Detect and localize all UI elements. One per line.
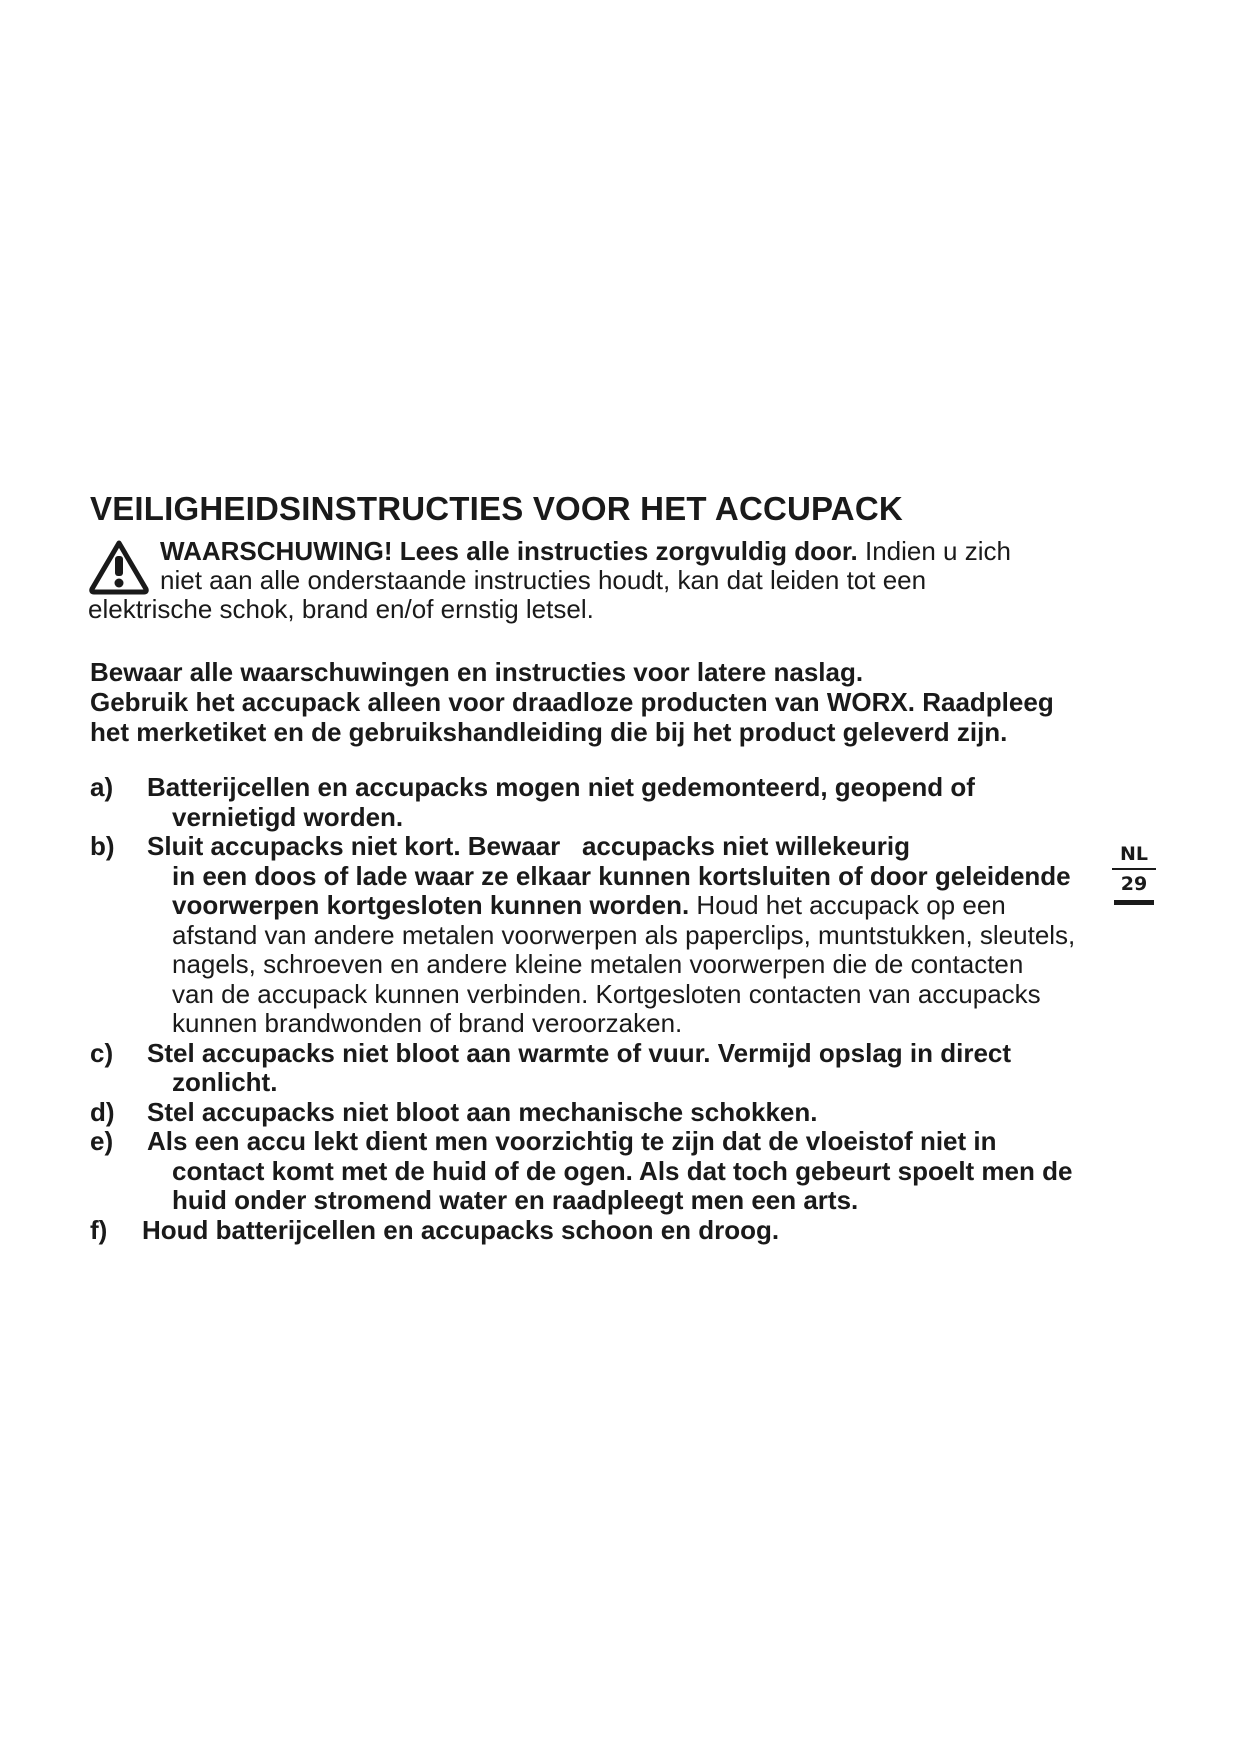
warning-line-3: elektrische schok, brand en/of ernstig letsel. (88, 594, 594, 624)
list-item-line: vernietigd worden. (172, 801, 404, 832)
list-item-line: Sluit accupacks niet kort. Bewaar accupacks niet willekeurig (147, 831, 910, 861)
list-item-line: Als een accu lekt dient men voorzichtig te zijn dat de vloeistof niet in (147, 1126, 997, 1156)
list-item-letter: b) (90, 831, 115, 861)
list-item-e (90, 1127, 1140, 1216)
list-item-bold-part: voorwerpen kortgesloten kunnen worden. (172, 890, 690, 920)
warning-line-1 (88, 537, 1108, 566)
list-item-line: contact komt met de huid of de ogen. Als dat toch gebeurt spoelt men de (172, 1155, 1073, 1186)
list-item-c (90, 1039, 1140, 1098)
list-item-line: van de accupack kunnen verbinden. Kortgesloten contacten van accupacks (172, 978, 1041, 1009)
notice-line-1: Bewaar alle waarschuwingen en instructies voor latere naslag. (90, 657, 864, 687)
list-item-line: Stel accupacks niet bloot aan mechanische schokken. (147, 1096, 818, 1127)
list-item-line: Batterijcellen en accupacks mogen niet gedemonteerd, geopend of (147, 772, 975, 802)
list-item-f (90, 1216, 1140, 1246)
list-item-line: zonlicht. (172, 1067, 278, 1097)
list-item-normal-part: Houd het accupack op een (689, 890, 1006, 920)
warning-line-2: niet aan alle onderstaande instructies houdt, kan dat leiden tot een (160, 565, 927, 595)
list-item-line: afstand van andere metalen voorwerpen als paperclips, muntstukken, sleutels, (172, 919, 1076, 950)
list-item-line: huid onder stromend water en raadpleegt men een arts. (172, 1185, 859, 1215)
page-number: 29 (1120, 873, 1148, 895)
list-item-letter: a) (90, 772, 114, 802)
list-item-letter: c) (90, 1037, 114, 1068)
warning-triangle-icon (88, 539, 150, 595)
list-item-line: Houd batterijcellen en accupacks schoon en droog. (142, 1214, 780, 1245)
list-item-b (90, 832, 1140, 1039)
warning-lead-rest: Indien u zich (857, 536, 1011, 566)
language-page-tab (1112, 842, 1156, 905)
warning-block (88, 537, 1108, 624)
notice-block (90, 657, 1140, 747)
list-item-line: in een doos of lade waar ze elkaar kunnen kortsluiten of door geleidende (172, 860, 1071, 891)
list-item-d (90, 1098, 1140, 1128)
list-item-letter: f) (90, 1214, 108, 1245)
tab-divider-bar (1114, 900, 1154, 905)
list-item-a (90, 773, 1140, 832)
list-item-line (90, 891, 1140, 921)
page-title: VEILIGHEIDSINSTRUCTIES VOOR HET ACCUPACK (90, 490, 903, 527)
list-item-letter: e) (90, 1126, 114, 1156)
notice-line-2: Gebruik het accupack alleen voor draadloze producten van WORX. Raadpleeg (90, 687, 1054, 717)
list-item-line: Stel accupacks niet bloot aan warmte of vuur. Vermijd opslag in direct (147, 1037, 1012, 1068)
language-code: NL (1112, 842, 1156, 870)
list-item-line: kunnen brandwonden of brand veroorzaken. (172, 1008, 683, 1038)
list-item-line: nagels, schroeven en andere kleine metalen voorwerpen die de contacten (172, 949, 1024, 979)
instruction-list (90, 773, 1140, 1245)
list-item-letter: d) (90, 1096, 115, 1127)
warning-lead: WAARSCHUWING! Lees alle instructies zorgvuldig door. (160, 536, 858, 566)
notice-line-3: het merketiket en de gebruikshandleiding die bij het product geleverd zijn. (90, 717, 1008, 747)
